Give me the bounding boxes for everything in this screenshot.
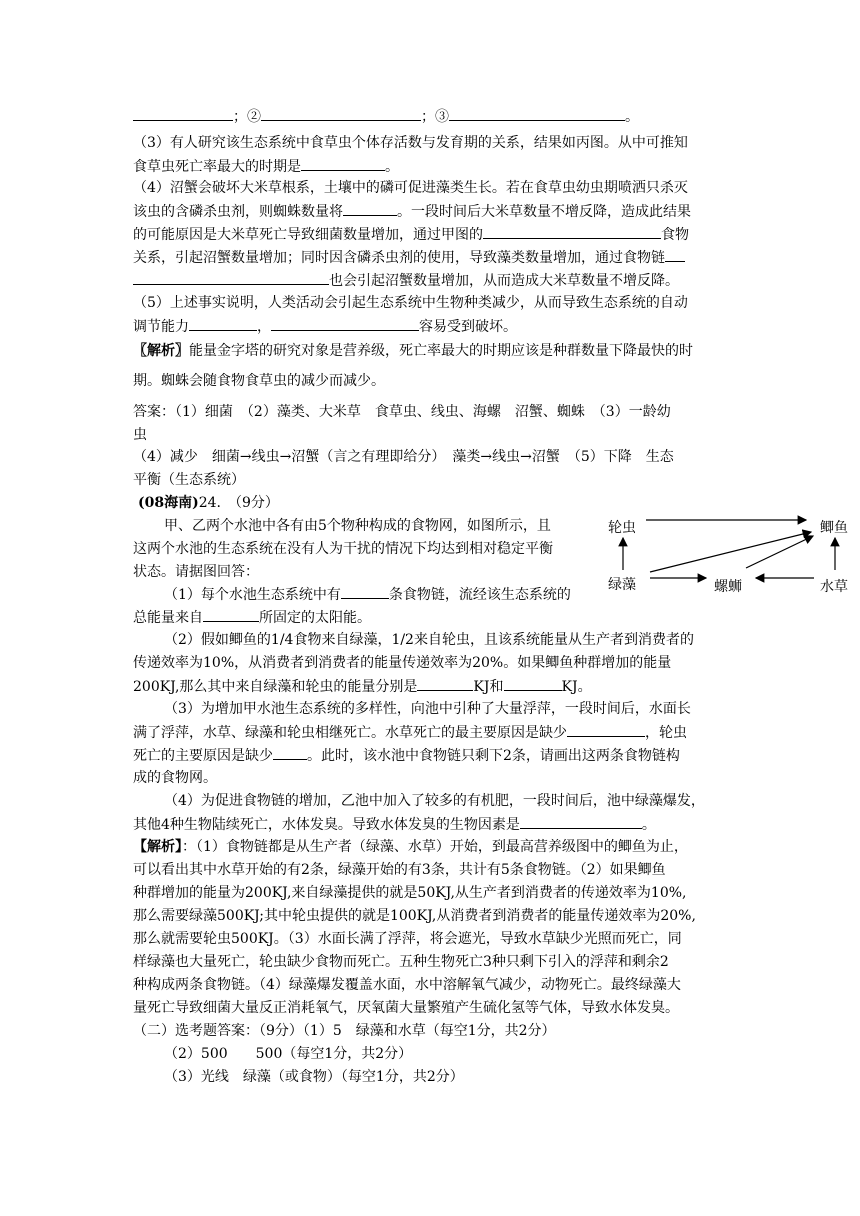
blank bbox=[449, 106, 625, 121]
q24-jiexi-line2: 可以看出其中水草开始的有2条，绿藻开始的有3条，共计有5条食物链。（2）如果鲫鱼 bbox=[133, 862, 666, 878]
q24-p3-line2: 满了浮萍，水草、绿藻和轮虫相继死亡。水草死亡的最主要原因是缺少 ，轮虫 bbox=[133, 722, 687, 743]
answer-line1: 答案：（1）细菌 （2）藻类、大米草 食草虫、线虫、海螺 沼蟹、蜘蛛 （3）一龄幼 bbox=[133, 404, 671, 420]
q24-answer-line1: （二）选考题答案：（9分）（1）5 绿藻和水草（每空1分，共2分） bbox=[133, 1023, 556, 1039]
q24-intro-2: 这两个水池的生态系统在没有人为干扰的情况下均达到相对稳定平衡 bbox=[133, 541, 553, 557]
blank bbox=[504, 676, 562, 691]
arrow-luosi-jiyu bbox=[746, 536, 813, 568]
q24-answer-line3: （3）光线 绿藻（或食物）（每空1分，共2分） bbox=[164, 1069, 464, 1085]
jiexi-label: 【解析】 bbox=[133, 839, 182, 855]
answer-line4: 平衡（生态系统） bbox=[133, 472, 245, 488]
organism-lunchong: 轮虫 bbox=[608, 520, 636, 536]
q4-line5: 也会引起沼蟹数量增加，从而造成大米草数量不增反降。 bbox=[133, 270, 679, 291]
q24-p4-line2: 其他4种生物陆续死亡，水体发臭。导致水体发臭的生物因素是 。 bbox=[133, 814, 656, 835]
blank bbox=[301, 156, 385, 171]
q24-p2-line1: （2）假如鲫鱼的1/4食物来自绿藻，1/2来自轮虫，且该系统能量从生产者到消费者的 bbox=[164, 632, 694, 648]
organism-luosi: 螺蛳 bbox=[714, 579, 742, 595]
q24-jiexi-line7: 种构成两条食物链。（4）绿藻爆发覆盖水面，水中溶解氧气减少，动物死亡。最终绿藻大 bbox=[133, 977, 681, 993]
q24-header: (08海南)24. （9分） bbox=[138, 495, 279, 511]
q5-line1: （5）上述事实说明，人类活动会引起生态系统中生物种类减少，从而导致生态系统的自动 bbox=[133, 295, 688, 311]
q24-answer-line2: （2）500 500（每空1分，共2分） bbox=[164, 1046, 413, 1062]
answer-blanks-line: ；② ；③ 。 bbox=[133, 106, 639, 127]
blank bbox=[203, 607, 259, 622]
blank bbox=[273, 745, 307, 760]
q24-p4-line1: （4）为促进食物链的增加，乙池中加入了较多的有机肥，一段时间后，池中绿藻爆发， bbox=[164, 793, 705, 809]
food-web-diagram bbox=[606, 510, 856, 600]
q24-jiexi-line5: 那么就需要轮虫500KJ。（3）水面长满了浮萍，将会遮光，导致水草缺少光照而死亡，同 bbox=[133, 931, 682, 947]
blank bbox=[520, 814, 642, 829]
q24-jiexi-line6: 样绿藻也大量死亡，轮虫缺少食物而死亡。五种生物死亡3种只剩下引入的浮萍和剩余2 bbox=[133, 954, 669, 970]
blank bbox=[133, 270, 329, 285]
q4-line1: （4）沼蟹会破坏大米草根系，土壤中的磷可促进藻类生长。若在食草虫幼虫期喷洒只杀灭 bbox=[133, 180, 688, 196]
q24-p1-line1: （1）每个水池生态系统中有 条食物链，流经该生态系统的 bbox=[164, 584, 571, 605]
q24-intro-1: 甲、乙两个水池中各有由5个物种构成的食物网，如图所示，且 bbox=[164, 518, 551, 534]
q5-line2: 调节能力 ， 容易受到破坏。 bbox=[133, 316, 517, 337]
blank bbox=[665, 247, 685, 262]
jiexi-line1: 〖解析〗能量金字塔的研究对象是营养级，死亡率最大的时期应该是种群数量下降最快的时 bbox=[133, 343, 693, 359]
blank bbox=[189, 316, 257, 331]
q4-line2: 该虫的含磷杀虫剂，则蜘蛛数量将 。一段时间后大米草数量不增反降，造成此结果 bbox=[133, 201, 691, 222]
q4-line3: 的可能原因是大米草死亡导致细菌数量增加，通过甲图的 食物 bbox=[133, 224, 689, 245]
q3-line2: 食草虫死亡率最大的时期是 。 bbox=[133, 156, 399, 177]
organism-lvzao: 绿藻 bbox=[608, 577, 636, 593]
q24-p3-line1: （3）为增加甲水池生态系统的多样性，向池中引种了大量浮萍，一段时间后，水面长 bbox=[164, 701, 691, 717]
q24-jiexi-line4: 那么需要绿藻500KJ;其中轮虫提供的就是100KJ,从消费者到消费者的能量传递效率为20%, bbox=[133, 908, 696, 924]
blank bbox=[261, 106, 421, 121]
answer-line3: （4）减少 细菌→线虫→沼蟹（言之有理即给分） 藻类→线虫→沼蟹 （5）下降 生态 bbox=[133, 449, 674, 465]
q24-p2-line2: 传递效率为10%，从消费者到消费者的能量传递效率为20%。如果鲫鱼种群增加的能量 bbox=[133, 655, 672, 671]
blank bbox=[567, 722, 645, 737]
jiexi-label: 〖解析〗 bbox=[133, 343, 189, 359]
q24-jiexi-line1: 【解析】：（1）食物链都是从生产者（绿藻、水草）开始，到最高营养级图中的鲫鱼为止， bbox=[133, 839, 688, 855]
q24-p1-line2: 总能量来自 所固定的太阳能。 bbox=[133, 607, 371, 628]
organism-jiyu: 鲫鱼 bbox=[820, 520, 848, 536]
q4-line4: 关系，引起沼蟹数量增加；同时因含磷杀虫剂的使用，导致藻类数量增加，通过食物链 bbox=[133, 247, 685, 268]
q24-jiexi-line3: 种群增加的能量为200KJ,来自绿藻提供的就是50KJ,从生产者到消费者的传递效率为10%, bbox=[133, 885, 687, 901]
blank bbox=[341, 584, 389, 599]
arrow-lvzao-jiyu bbox=[650, 532, 811, 572]
blank bbox=[271, 316, 419, 331]
blank bbox=[417, 676, 473, 691]
q24-jiexi-line8: 量死亡导致细菌大量反正消耗氧气，厌氧菌大量繁殖产生硫化氢等气体，导致水体发臭。 bbox=[133, 1000, 679, 1016]
blank bbox=[483, 224, 661, 239]
q24-p3-line4: 成的食物网。 bbox=[133, 770, 217, 786]
blank bbox=[133, 106, 233, 121]
organism-shuicao: 水草 bbox=[820, 579, 848, 595]
jiexi-line2: 期。蜘蛛会随食物食草虫的减少而减少。 bbox=[133, 373, 385, 389]
q24-p2-line3: 200KJ,那么其中来自绿藻和轮虫的能量分别是 KJ和 KJ。 bbox=[133, 676, 592, 697]
answer-line2: 虫 bbox=[133, 427, 147, 443]
q24-p3-line3: 死亡的主要原因是缺少 。此时，该水池中食物链只剩下2条，请画出这两条食物链构 bbox=[133, 745, 680, 766]
q3-line1: （3）有人研究该生态系统中食草虫个体存活数与发育期的关系，结果如丙图。从中可推知 bbox=[133, 135, 688, 151]
blank bbox=[343, 201, 397, 216]
q24-intro-3: 状态。请据图回答： bbox=[133, 564, 259, 580]
